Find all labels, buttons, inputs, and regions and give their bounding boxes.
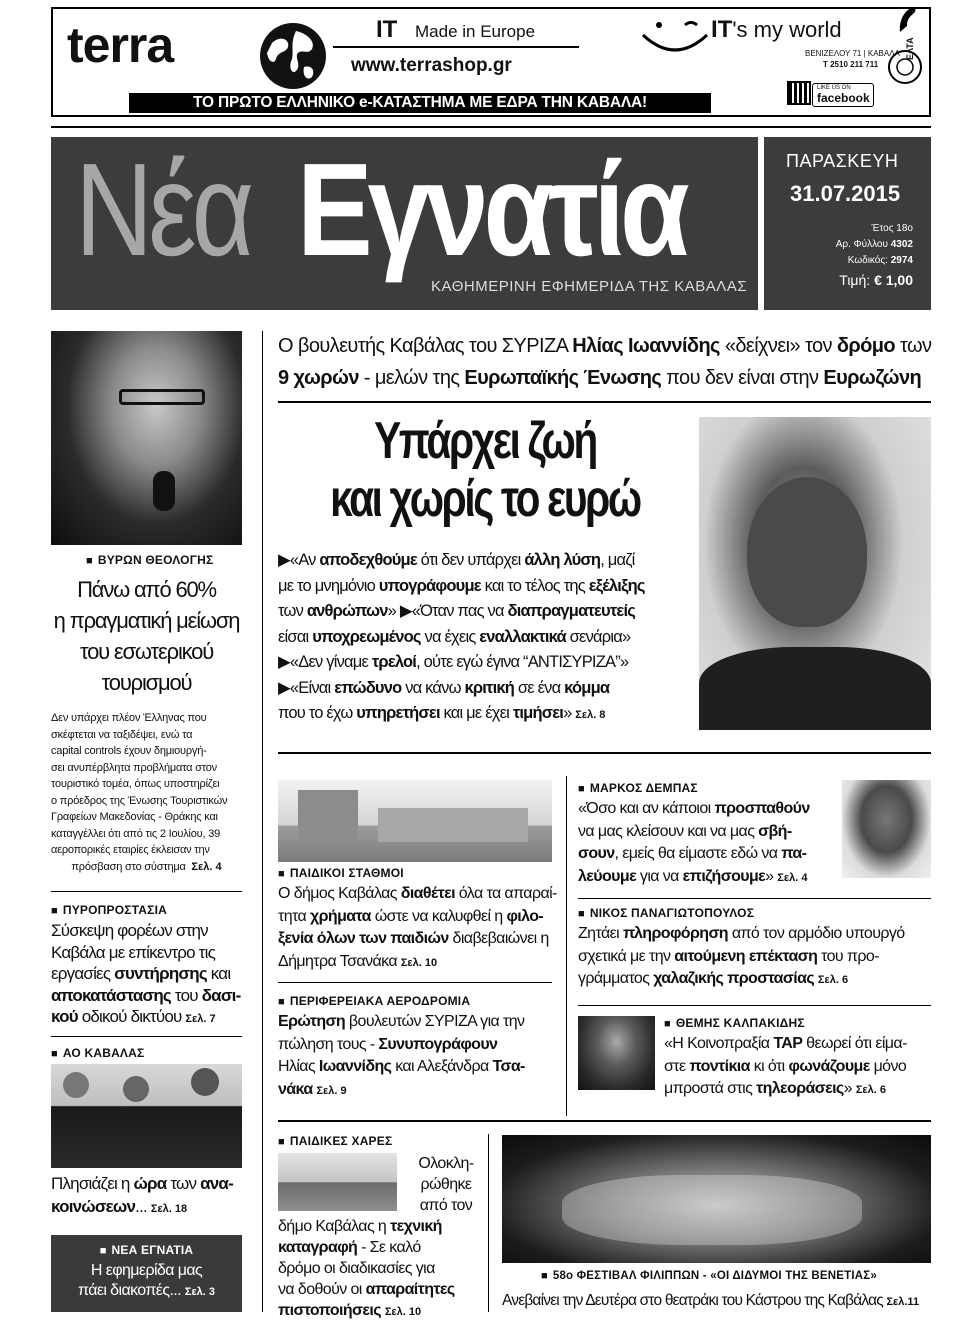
lead-page[interactable]: Σελ. 8 [575, 709, 606, 721]
text-segment: ώρα [133, 1174, 167, 1193]
triangle-bullet-icon: ▶ [278, 551, 290, 569]
dembas-page[interactable]: Σελ. 4 [777, 871, 808, 884]
text-segment: ώστε να καλυφθεί η [370, 907, 507, 925]
kalp-photo [578, 1016, 655, 1090]
nea-box[interactable] [51, 1235, 242, 1312]
text-segment: 4302 [890, 239, 913, 250]
xares-photo [278, 1153, 397, 1211]
triangle-bullet-icon: ▶ [278, 678, 290, 697]
text-segment: πληροφόρηση [622, 925, 728, 942]
text-segment: που το έχω [278, 704, 357, 722]
theologis-section: ■ ΒΥΡΩΝ ΘΕΟΛΟΓΗΣ [86, 553, 213, 567]
text-segment: δρόμο οι διαδικασίες για [278, 1260, 435, 1277]
text-segment: ότι δεν υπάρχει [416, 551, 525, 569]
text-segment: Σύσκεψη φορέων στην [51, 921, 208, 940]
text-segment: όλα τα απαραί- [454, 885, 557, 902]
text-segment: Αρ. Φύλλου [835, 239, 888, 250]
right-rule-2 [578, 1005, 931, 1006]
text-segment: TAP [773, 1035, 803, 1052]
text-segment: , ούτε εγώ έγινα “ΑΝΤΙΣΥΡΙΖΑ”» [416, 653, 629, 671]
lead-kicker [278, 330, 931, 394]
festival-headline[interactable] [502, 1290, 931, 1313]
text-segment: να έχεις [420, 627, 480, 646]
text-segment: και χωρίς το ευρώ [330, 470, 640, 528]
bottom-column-divider [488, 1134, 489, 1312]
masthead-title-light: Νέα [75, 137, 250, 283]
text-segment: τουριστικό τομέα, όπως υποστηρίζει [51, 778, 220, 790]
text-segment: Ο βουλευτής Καβάλας του ΣΥΡΙΖΑ [278, 335, 573, 357]
text-segment: Καβάλα με επίκεντρο τις [51, 942, 215, 962]
text-segment: κόμμα [564, 678, 610, 697]
ad-brand: terra [67, 17, 174, 73]
text-segment: με το μνημόνιο [278, 576, 379, 595]
text-segment: ανα- [200, 1174, 233, 1193]
kalp-text[interactable] [664, 1033, 931, 1102]
text-segment: πα- [781, 845, 807, 862]
text-segment: προσπαθούν [714, 800, 810, 817]
column-divider [262, 331, 263, 1312]
xares-text[interactable] [278, 1216, 490, 1323]
text-segment: πρόσβαση στο σύστημα [71, 860, 186, 873]
theologis-headline[interactable] [51, 574, 242, 698]
text-segment: Ευρωζώνη [823, 367, 922, 389]
text-segment: IT [711, 16, 733, 43]
text-segment: τουρισμού [101, 670, 192, 695]
ao-page[interactable]: Σελ. 18 [150, 1203, 188, 1215]
festival-page[interactable]: Σελ.11 [886, 1296, 920, 1308]
text-segment: τιμήσει [512, 704, 564, 722]
text-segment: πάει διακοπές... [77, 1282, 185, 1299]
text-segment: Τσα- [492, 1058, 525, 1075]
kalp-section: ■ ΘΕΜΗΣ ΚΑΛΠΑΚΙΔΗΣ [664, 1016, 805, 1030]
top-rule [51, 126, 931, 128]
text-segment: καταγραφή [278, 1239, 358, 1256]
text-segment: Πάνω από 60% [77, 577, 216, 602]
text-segment: συντήρησης [114, 964, 207, 983]
day-label: ΠΑΡΑΣΚΕΥΗ [786, 151, 899, 171]
text-segment: στε [664, 1057, 690, 1075]
triangle-bullet-icon: ▶ [278, 653, 290, 671]
right-rule-1 [578, 898, 931, 899]
text-segment: νάκα [278, 1080, 313, 1098]
aero-text[interactable] [278, 1011, 558, 1102]
text-segment: Δεν υπάρχει πλέον Έλληνας που [51, 712, 207, 724]
date-box [764, 137, 931, 310]
player-head-icon [191, 1068, 219, 1096]
ad-divider [333, 46, 579, 48]
text-segment: σβή- [758, 822, 792, 840]
text-segment: από τον [419, 1197, 473, 1214]
text-segment: » [765, 867, 778, 885]
text-segment: η πραγματική μείωση [53, 608, 240, 633]
pyro-page[interactable]: Σελ. 7 [185, 1013, 216, 1025]
dembas-text[interactable] [578, 798, 840, 889]
text-segment: facebook [817, 91, 870, 105]
text-segment: «Δεν γίναμε [289, 653, 372, 671]
price-label [839, 272, 913, 288]
text-segment: φιλο- [506, 907, 544, 925]
text-segment: «Αν [289, 551, 320, 569]
text-segment: Ηλίας [278, 1058, 319, 1075]
text-segment: γράμματος [578, 970, 654, 987]
text-segment: θεωρεί ότι είμα- [802, 1035, 907, 1052]
text-segment: Γραφείων Μακεδονίας - Θράκης και [51, 811, 218, 823]
text-segment: 2974 [890, 255, 913, 266]
text-segment: που δεν είναι στην [661, 367, 824, 389]
ioannidis-photo [699, 417, 931, 730]
lead-title[interactable] [278, 412, 692, 528]
dembas-section: ■ ΜΑΡΚΟΣ ΔΕΜΠΑΣ [578, 781, 698, 795]
festival-section: ■ 58ο ΦΕΣΤΙΒΑΛ ΦΙΛΙΠΠΩΝ - «ΟΙ ΔΙΔΥΜΟΙ ΤΗΣ ΒΕΝΕΤΙΑΣ» [541, 1270, 877, 1282]
text-segment: Υπάρχει ζωή [374, 412, 596, 470]
pyro-headline[interactable] [51, 920, 246, 1031]
text-segment: απαραίτητες [365, 1281, 455, 1298]
text-segment: χαλαζικής προστασίας [653, 970, 815, 987]
festival-photo [502, 1135, 931, 1263]
text-segment: «Η Κοινοπραξία [664, 1035, 774, 1052]
text-segment: φωνάζουμε [788, 1057, 870, 1075]
lower-rule [278, 1120, 931, 1122]
text-segment: για να [636, 867, 683, 885]
globe-icon [258, 21, 328, 91]
masthead-subtitle: ΚΑΘΗΜΕΡΙΝΗ ΕΦΗΜΕΡΙΔΑ ΤΗΣ ΚΑΒΑΛΑΣ [431, 278, 748, 295]
xares-section: ■ ΠΑΙΔΙΚΕΣ ΧΑΡΕΣ [278, 1134, 392, 1148]
text-segment: των [278, 602, 307, 620]
text-segment: ξενία όλων των παιδιών [278, 930, 449, 947]
text-segment: αεροπορικές εταιρίες έκλεισαν την [51, 844, 210, 856]
aero-section: ■ ΠΕΡΙΦΕΡΕΙΑΚΑ ΑΕΡΟΔΡΟΜΙΑ [278, 994, 470, 1008]
date-label: 31.07.2015 [790, 181, 901, 206]
ad-phone: T 2510 211 711 [823, 60, 879, 69]
year-label: Έτος 18ο [871, 223, 913, 234]
text-segment: , εμείς θα είμαστε εδώ να [614, 845, 782, 862]
text-segment: πώληση τους - [278, 1035, 379, 1053]
ad-it-made [376, 16, 397, 44]
pyro-section: ■ ΠΥΡΟΠΡΟΣΤΑΣΙΑ [51, 903, 167, 917]
text-segment: καταγγέλλει ότι από τις 2 Ιουλίου, 39 [51, 827, 221, 840]
text-segment: ... [135, 1197, 151, 1216]
actors-group-shape [562, 1175, 862, 1245]
smiley-icon [639, 17, 711, 57]
ad-address: ΒΕΝΙΖΕΛΟΥ 71 | ΚΑΒΑΛΑ [805, 49, 900, 58]
text-segment: capital controls έχουν δημιουργή- [51, 745, 207, 757]
kalp-page[interactable]: Σελ. 6 [855, 1084, 886, 1096]
text-segment: κριτική [464, 678, 515, 697]
nea-page[interactable]: Σελ. 3 [184, 1286, 216, 1298]
text-segment: σκέφτεται να ταξιδέψει, ενώ τα [51, 728, 193, 741]
text-segment: διαπραγματευτείς [507, 602, 636, 620]
text-segment: σει ανυπέρβλητα προβλήματα στον [51, 761, 217, 774]
triangle-bullet-icon: ▶ [399, 602, 412, 620]
mid-column-divider [566, 776, 567, 1116]
text-segment: Κωδικός: [847, 255, 888, 266]
text-segment: » [387, 602, 400, 620]
text-segment: εργασίες [51, 964, 115, 983]
text-segment: των [166, 1174, 201, 1193]
text-segment: «Όταν πας να [411, 602, 508, 620]
text-segment: υπογράφουμε [378, 576, 481, 595]
text-segment: » [843, 1080, 856, 1097]
text-segment: του [170, 985, 202, 1005]
text-segment: 9 χωρών [278, 367, 359, 389]
building-shape [298, 790, 358, 840]
panag-section: ■ ΝΙΚΟΣ ΠΑΝΑΓΙΩΤΟΠΟΥΛΟΣ [578, 906, 754, 920]
text-segment: και το τέλος της [480, 576, 589, 595]
ad-url[interactable]: www.terrashop.gr [351, 55, 512, 76]
text-segment: από τον αρμόδιο υπουργό [727, 925, 905, 942]
bird-logo-icon [897, 4, 919, 34]
text-segment: κι ότι [749, 1057, 789, 1075]
text-segment: και [206, 964, 231, 983]
player-head-icon [63, 1072, 89, 1098]
masthead-title-bold: Εγνατία [297, 137, 685, 283]
text-segment: € 1,00 [874, 272, 913, 288]
text-segment: Η εφημερίδα μας [90, 1262, 203, 1279]
text-segment: αιτούμενη επέκταση [674, 947, 818, 965]
text-segment: βουλευτών ΣΥΡΙΖΑ για την [345, 1013, 525, 1030]
dembas-photo [842, 780, 931, 878]
text-segment: να μας κλείσουν και να μας [578, 822, 759, 840]
text-segment: Τιμή: [839, 272, 871, 288]
text-segment: τεχνική [390, 1218, 442, 1235]
text-segment: «Είναι [289, 678, 335, 697]
text-segment: Ο δήμος Καβάλας [278, 885, 401, 902]
ao-section: ■ ΑΟ ΚΑΒΑΛΑΣ [51, 1046, 144, 1060]
panag-page[interactable]: Σελ. 6 [817, 974, 849, 986]
masthead [51, 137, 758, 310]
elta-label: ΕΛΤΑ [905, 37, 915, 60]
text-segment: Ζητάει [578, 925, 623, 942]
text-segment: χρήματα [310, 907, 371, 925]
text-segment: άλλη λύση [524, 551, 601, 569]
code-label [848, 255, 913, 266]
nea-section: ■ ΝΕΑ ΕΓΝΑΤΙΑ [51, 1243, 242, 1257]
theologis-page[interactable]: Σελ. 4 [191, 860, 222, 873]
ao-headline[interactable] [51, 1172, 246, 1221]
lead-quotes [278, 548, 692, 729]
text-segment: Ερώτηση [278, 1013, 346, 1030]
ad-made-in-europe: Made in Europe [415, 22, 536, 41]
ao-team-photo [51, 1064, 242, 1168]
text-segment: τητα [278, 907, 311, 925]
text-segment: διαβεβαιώνει η [448, 930, 549, 947]
text-segment: ποντίκια [689, 1057, 750, 1075]
issue-label [836, 239, 913, 250]
text-segment: τρελοί [371, 653, 417, 671]
text-segment: σχετικά με την [578, 947, 675, 965]
text-segment: εναλλακτικά [479, 627, 566, 646]
text-segment: του προ- [817, 947, 879, 965]
text-segment: ρώθηκε [420, 1176, 472, 1193]
text-segment: Πλησιάζει η [51, 1174, 134, 1193]
glasses-icon [119, 389, 205, 405]
lead-rule [278, 401, 931, 403]
text-segment: IT [376, 16, 398, 43]
text-segment: αποκατάστασης [51, 985, 171, 1005]
text-segment: είσαι [278, 627, 313, 646]
text-segment: «δείχνει» τον [719, 335, 837, 357]
text-segment: «Όσο και αν κάποιοι [578, 800, 715, 817]
ad-slogan: ΤΟ ΠΡΩΤΟ ΕΛΛΗΝΙΚΟ e-ΚΑΤΑΣΤΗΜΑ ΜΕ ΕΔΡΑ ΤΗΝ ΚΑΒΑΛΑ! [129, 93, 711, 113]
panag-text[interactable] [578, 923, 931, 992]
text-segment: κοινώσεων [51, 1197, 136, 1216]
text-segment: του εσωτερικού [79, 639, 214, 664]
text-segment: - Σε καλό [357, 1239, 421, 1256]
facebook-button[interactable] [812, 83, 874, 107]
text-segment: δρόμο [836, 335, 896, 357]
text-segment: LIKE US ON [817, 85, 851, 91]
text-segment: , μαζί [600, 551, 635, 569]
text-segment: των [895, 335, 932, 357]
text-segment: Δήμητρα Τσανάκα [278, 952, 401, 970]
text-segment: σε ένα [514, 678, 565, 697]
text-segment: λεύουμε [578, 867, 637, 885]
text-segment: τηλεοράσεις [756, 1080, 844, 1097]
paidikoi-photo [278, 780, 552, 862]
text-segment: - μελών της [358, 367, 465, 389]
shoulders-shape [699, 647, 931, 730]
paidikoi-section: ■ ΠΑΙΔΙΚΟΙ ΣΤΑΘΜΟΙ [278, 866, 404, 880]
mid-rule-1 [278, 982, 552, 983]
text-segment: ανθρώπων [306, 602, 388, 620]
text-segment: δασι- [201, 985, 241, 1005]
text-segment: Ιωαννίδης [318, 1058, 392, 1075]
player-head-icon [123, 1076, 149, 1102]
building-shape [378, 808, 528, 842]
text-segment: μπροστά στις [664, 1080, 757, 1097]
text-segment: και Αλεξάνδρα [391, 1058, 493, 1075]
xares-short [402, 1153, 490, 1216]
text-segment: πιστοποιήσεις [278, 1302, 381, 1319]
left-rule-2 [51, 1036, 242, 1037]
xares-page[interactable]: Σελ. 10 [384, 1306, 422, 1318]
text-segment: 's my world [732, 17, 842, 42]
paidikoi-text[interactable] [278, 883, 558, 974]
text-segment: μόνο [869, 1057, 907, 1075]
text-segment: οδικού δικτύου [77, 1007, 186, 1026]
text-segment: επώδυνο [334, 678, 402, 697]
paidikoi-page[interactable]: Σελ. 10 [400, 956, 438, 969]
text-segment: υπηρετήσει [356, 704, 440, 722]
text-segment: επιζήσουμε [682, 867, 766, 885]
face-shape [747, 477, 867, 627]
text-segment: εξέλιξης [588, 576, 645, 595]
text-segment: υποχρεωμένος [312, 627, 421, 646]
aero-page[interactable]: Σελ. 9 [316, 1084, 347, 1097]
text-segment: διαθέτει [400, 885, 455, 902]
theologis-body [51, 710, 242, 875]
text-segment: σενάρια» [565, 627, 631, 646]
text-segment: ο πρόεδρος της Ένωσης Τουριστικών [51, 794, 228, 807]
ad-it-world [711, 16, 842, 44]
text-segment: αποδεχθούμε [319, 551, 417, 569]
text-segment: » [563, 704, 572, 722]
microphone-icon [153, 471, 175, 511]
text-segment: να κάνω [401, 678, 465, 697]
left-rule-1 [51, 891, 242, 892]
text-segment: Ηλίας Ιωαννίδης [572, 335, 720, 357]
text-segment: να δοθούν οι [278, 1281, 366, 1298]
text-segment: Ολοκλη- [418, 1155, 474, 1172]
theologis-photo [51, 331, 242, 545]
text-segment: Ευρωπαϊκής Ένωσης [464, 367, 662, 389]
text-segment: Ανεβαίνει την Δευτέρα στο θεατράκι του Κάστρου της Καβάλας [502, 1292, 887, 1309]
lead-bottom-rule [278, 752, 931, 754]
text-segment: κού [51, 1007, 78, 1026]
text-segment: σουν [578, 845, 615, 862]
text-segment: και με έχει [439, 704, 513, 722]
text-segment: Συνυπογράφουν [378, 1035, 498, 1053]
text-segment: δήμο Καβάλας η [278, 1218, 391, 1235]
qr-code-icon [789, 83, 809, 103]
ad-banner[interactable] [51, 7, 931, 117]
